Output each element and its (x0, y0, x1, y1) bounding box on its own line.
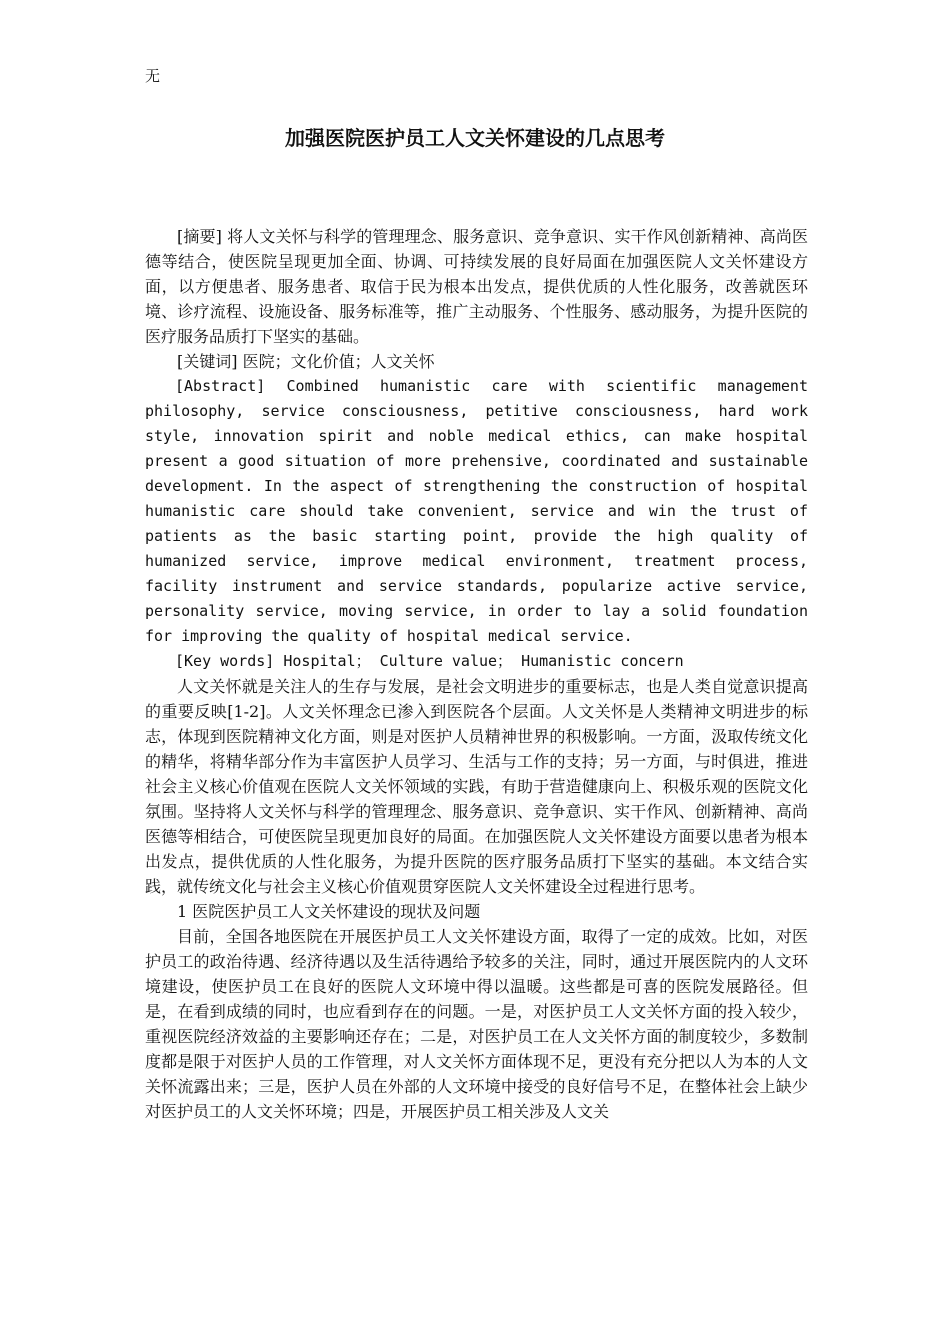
document-title: 加强医院医护员工人文关怀建设的几点思考 (285, 126, 665, 150)
intro-paragraph: 人文关怀就是关注人的生存与发展，是社会文明进步的重要标志，也是人类自觉意识提高的重要反映[1-2]。人文关怀理念已渗入到医院各个层面。人文关怀是人类精神文明进步的标志，体现到医院精神文化方面，则是对医护人员精神世界的积极影响。一方面，汲取传统文化的精华，将精华部分作为丰富医护人员学习、生活与工作的支持；另一方面，与时俱进，推进社会主义核心价值观在医院人文关怀领域的实践，有助于营造健康向上、积极乐观的医院文化氛围。坚持将人文关怀与科学的管理理念、服务意识、竞争意识、实干作风、创新精神、高尚医德等相结合，可使医院呈现更加良好的局面。在加强医院人文关怀建设方面要以患者为根本出发点，提供优质的人性化服务，为提升医院的医疗服务品质打下坚实的基础。本文结合实践，就传统文化与社会主义核心价值观贯穿医院人文关怀建设全过程进行思考。 (145, 677, 808, 896)
section-1-heading: 1 医院医护员工人文关怀建设的现状及问题 (177, 902, 481, 921)
abstract-en: [Abstract] Combined humanistic care with scientific management philosophy, service consciousness, petitive consciousness, hard work style, innovation spirit and noble medical ethics, can make hospital present a good situation of more prehensive, coordinated and sustainable development. In the aspect of strengthening the construction of hospital humanistic care should take convenient, service and win the trust of patients as the basic starting point, provide the high quality of humanized service, improve medical environment, treatment process, facility instrument and service standards, popularize active service, personality service, moving service, in order to lay a solid foundation for improving the quality of hospital medical service. (145, 377, 808, 645)
keywords-en: [Key words] Hospital； Culture value； Humanistic concern (175, 652, 684, 670)
section-1-paragraph: 目前，全国各地医院在开展医护员工人文关怀建设方面，取得了一定的成效。比如，对医护员工的政治待遇、经济待遇以及生活待遇给予较多的关注，同时，通过开展医院内的人文环境建设，使医护员工在良好的医院人文环境中得以温暖。这些都是可喜的医院发展路径。但是，在看到成绩的同时，也应看到存在的问题。一是，对医护员工人文关怀方面的投入较少，重视医院经济效益的主要影响还存在；二是，对医护员工在人文关怀方面的制度较少，多数制度都是限于对医护人员的工作管理，对人文关怀方面体现不足，更没有充分把以人为本的人文关怀流露出来；三是，医护人员在外部的人文环境中接受的良好信号不足，在整体社会上缺少对医护员工的人文关怀环境；四是，开展医护员工相关涉及人文关 (145, 927, 808, 1121)
abstract-cn: [摘要] 将人文关怀与科学的管理理念、服务意识、竞争意识、实干作风创新精神、高尚医德等结合，使医院呈现更加全面、协调、可持续发展的良好局面在加强医院人文关怀建设方面，以方便患者、服务患者、取信于民为根本出发点，提供优质的人性化服务，改善就医环境、诊疗流程、设施设备、服务标准等，推广主动服务、个性服务、感动服务，为提升医院的医疗服务品质打下坚实的基础。 (145, 227, 808, 346)
header-mark: 无 (145, 67, 161, 85)
document-body (145, 224, 808, 1124)
keywords-cn: [关键词] 医院；文化价值；人文关怀 (177, 352, 435, 371)
